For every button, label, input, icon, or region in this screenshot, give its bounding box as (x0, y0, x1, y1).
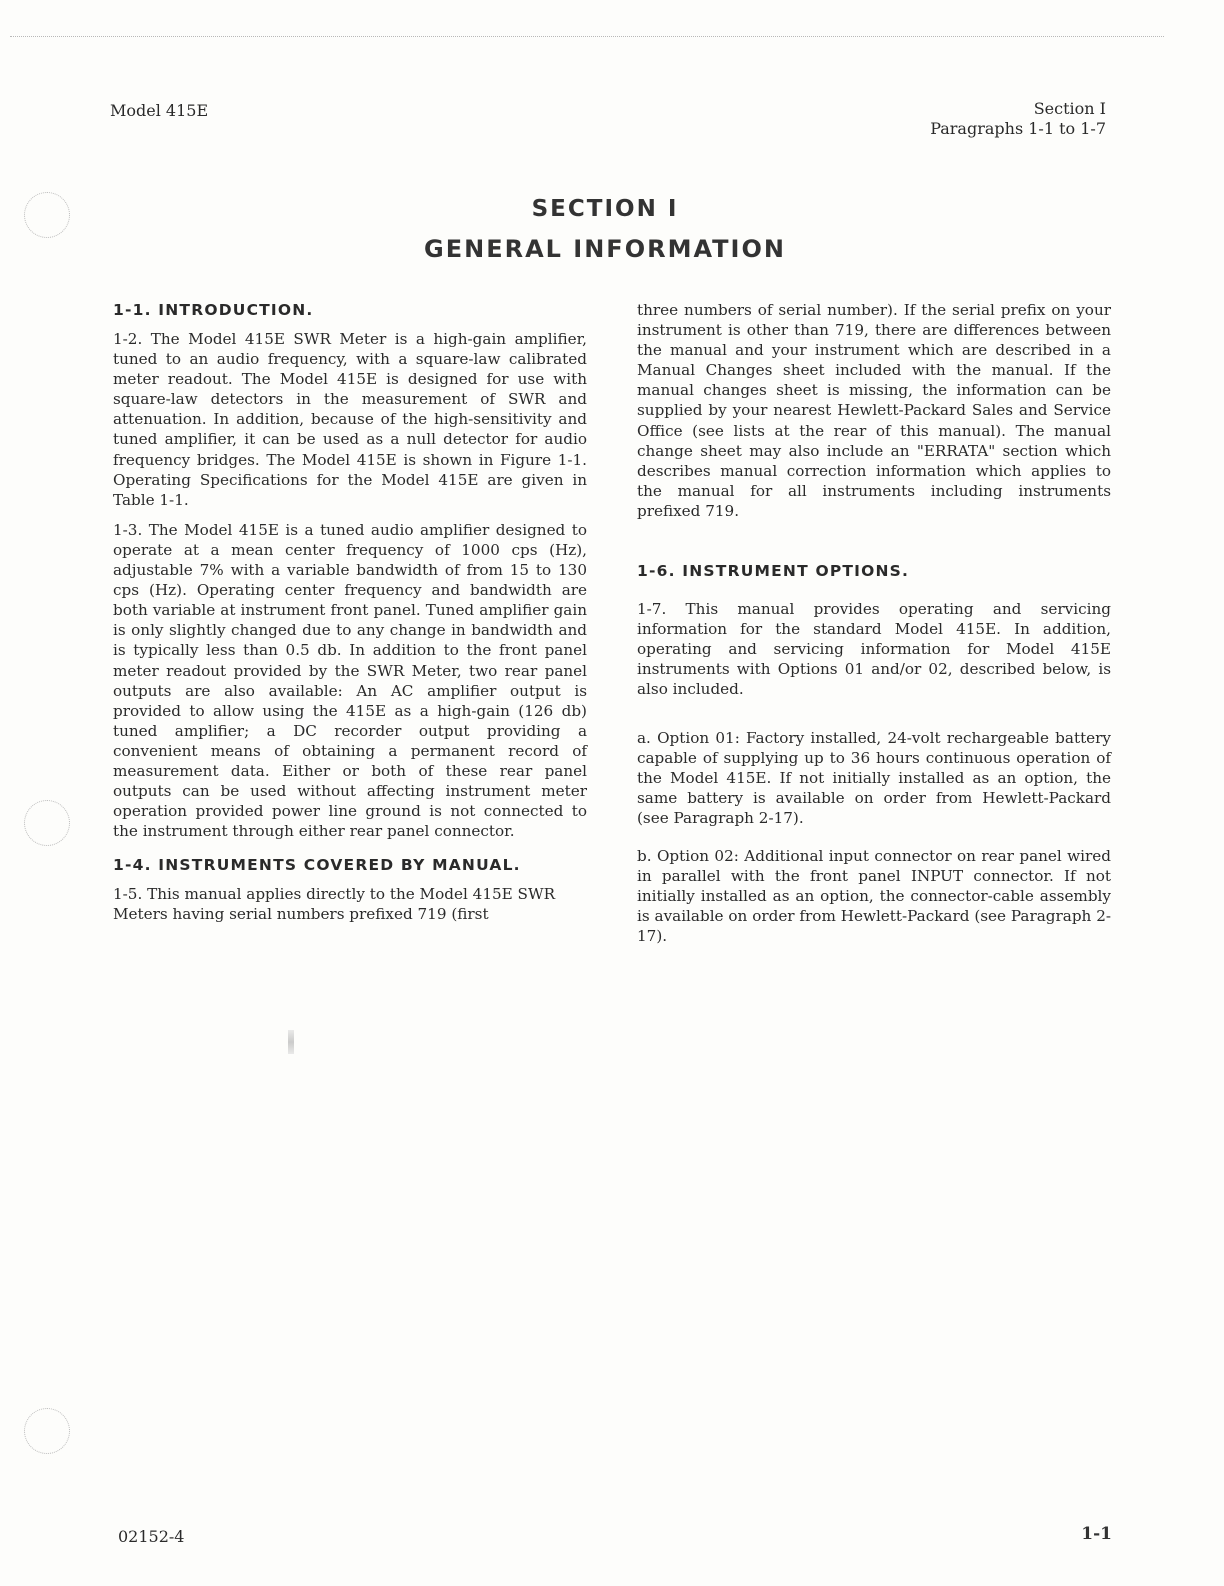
section-subtitle: GENERAL INFORMATION (424, 235, 786, 263)
footer-doc-number: 02152-4 (118, 1527, 185, 1546)
scan-edge-line (10, 36, 1164, 37)
paragraph-1-2: 1-2. The Model 415E SWR Meter is a high-gain amplifier, tuned to an audio frequency, with a square-law calibrated meter readout. The Model 415E is designed for use with square-law detectors in the measurement of SWR and attenuation. In addition, because of the high-sensitivity and tuned amplifier, it can be used as a null detector for audio frequency bridges. The Model 415E is shown in Figure 1-1. Operating Specifications for the Model 415E are given in Table 1-1. (113, 330, 587, 509)
heading-introduction: 1-1. INTRODUCTION. (113, 301, 314, 319)
scan-smudge (288, 1030, 294, 1054)
footer-page-number: 1-1 (1081, 1524, 1112, 1544)
heading-instruments-covered: 1-4. INSTRUMENTS COVERED BY MANUAL. (113, 856, 521, 875)
right-column (637, 300, 1111, 946)
header-section-info (930, 99, 1106, 139)
left-column (113, 300, 587, 925)
header-model: Model 415E (110, 101, 209, 120)
paragraph-option-02: b. Option 02: Additional input connector on rear panel wired in parallel with the front panel INPUT connector. If not initially installed as an option, the connector-cable assembly is available on order from Hewlett-Packard (see Paragraph 2-17). (637, 846, 1111, 946)
paragraph-1-3: 1-3. The Model 415E is a tuned audio amplifier designed to operate at a mean center frequency of 1000 cps (Hz), adjustable 7% with a variable bandwidth of from 15 to 130 cps (Hz). Operating center frequency and bandwidth are both variable at instrument front panel. Tuned amplifier gain is only slightly changed due to any change in bandwidth and is typically less than 0.5 db. In addition to the front panel meter readout provided by the SWR Meter, two rear panel outputs are also available: An AC amplifier output is provided to allow using the 415E as a high-gain (126 db) tuned amplifier; a DC recorder output providing a convenient means of obtaining a permanent record of measurement data. Either or both of these rear panel outputs can be used without affecting instrument meter operation provided power line ground is not connected to the instrument through either rear panel connector. (113, 520, 587, 841)
heading-instrument-options: 1-6. INSTRUMENT OPTIONS. (637, 562, 910, 581)
header-paragraphs: Paragraphs 1-1 to 1-7 (930, 119, 1106, 138)
binder-hole-middle (24, 800, 70, 846)
paragraph-1-5: 1-5. This manual applies directly to the Model 415E SWR Meters having serial numbers prefixed 719 (first (113, 885, 556, 924)
section-title: SECTION I (531, 196, 679, 222)
paragraph-1-5-continued: three numbers of serial number). If the serial prefix on your instrument is other than 719, there are differences between the manual and your instrument which are described in a Manual Changes sheet included with the manual. If the manual changes sheet is missing, the information can be supplied by your nearest Hewlett-Packard Sales and Service Office (see lists at the rear of this manual). The manual change sheet may also include an "ERRATA" section which describes manual correction information which applies to the manual for all instruments including instruments prefixed 719. (637, 301, 1111, 520)
header-section: Section I (1033, 99, 1106, 118)
binder-hole-bottom (24, 1408, 70, 1454)
paragraph-option-01: a. Option 01: Factory installed, 24-volt rechargeable battery capable of supplying up to 36 hours continuous operation of the Model 415E. If not initially installed as an option, the same battery is available on order from Hewlett-Packard (see Paragraph 2-17). (637, 728, 1111, 827)
paragraph-1-7: 1-7. This manual provides operating and servicing information for the standard Model 415E. In addition, operating and servicing information for Model 415E instruments with Options 01 and/or 02, described below, is also included. (637, 600, 1111, 699)
